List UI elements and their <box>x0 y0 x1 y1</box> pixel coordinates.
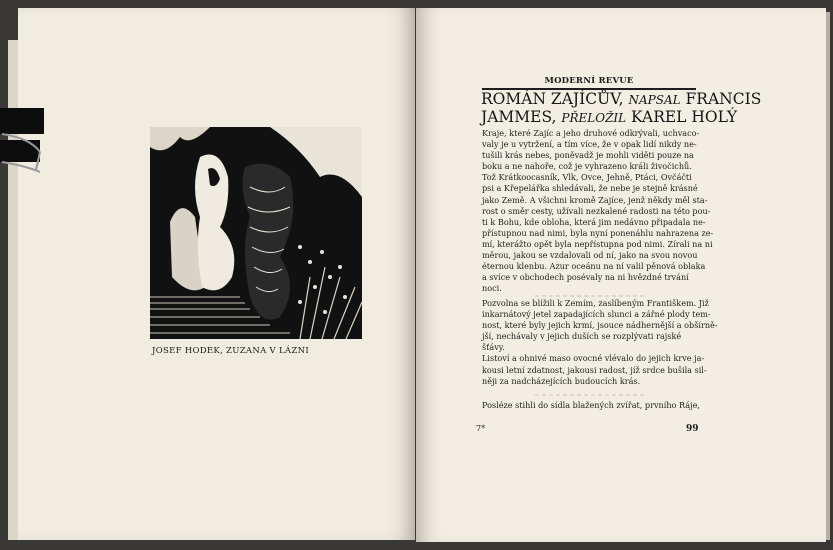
woodcut-illustration <box>150 127 362 339</box>
section-divider <box>535 392 645 398</box>
title-line-2: JAMMES, PŘELOŽIL KAREL HOLÝ <box>481 108 738 126</box>
illustration-caption: JOSEF HODEK, ZUZANA V LÁZNI <box>152 346 309 356</box>
paragraph-1: Kraje, které Zajíc a jeho druhové odkrývali, uchvaco- valy je u vytržení, a tím více, že v opak lidí nikdy ne- tušili krás nebes, poněvadž je mohli viděti pouze na boku a ne nahoře, což je vyhrazeno králi živočichů. Tož Krátkoocasník, Vlk, Ovce, Jehně, Ptáci, Ovčáčti psi a Křepelářka shledávali, že nebe je stejně krásné jako Země. A všichni kromě Zajíce, jenž někdy měl sta- rost o směr cesty, užívali nezkalené radosti na této pou- ti k Bohu, kde obloha, která jim nedávno připadala ne- přístupnou nad nimi, byla nyní ponenáhlu nahrazena ze- mí, kterážto opět byla nepřístupna pod nimi. Zírali na ni měrou, jakou se vzdalovali od ní, jako na svou novou éternou klenbu. Azur oceánu na ní valil pěnová oblaka a svíce v obchodech posévaly na ni hvězdné trvání noci. <box>482 128 714 294</box>
page-number: 99 <box>686 424 699 434</box>
title-line-1: ROMÁN ZAJÍCŮV, NAPSAL FRANCIS <box>481 90 762 108</box>
article-title <box>481 90 762 127</box>
running-header: MODERNÍ REVUE <box>544 76 634 86</box>
binder-clip-icon <box>0 100 46 192</box>
paragraph-2: Pozvolna se blížili k Zemím, zaslíbeným Františkem. Již inkarnátový jetel zapadajících slunci a zářné plody tem- nost, které byly jejich krmí, jsouce nádhernější a obšírně- jší, nechávaly v jejich duších se rozplývati rajské šťávy. Listoví a ohnivé maso ovocné vlévalo do jejich krve ja- kousi letní zdatnost, jakousi radost, jíž srdce bušila sil- něji za nadcházejících budoucích krás. <box>482 298 718 386</box>
paragraph-3: Posléze stihli do sídla blažených zvířat, prvního Ráje, <box>482 400 700 410</box>
signature-mark: 7* <box>476 424 486 433</box>
